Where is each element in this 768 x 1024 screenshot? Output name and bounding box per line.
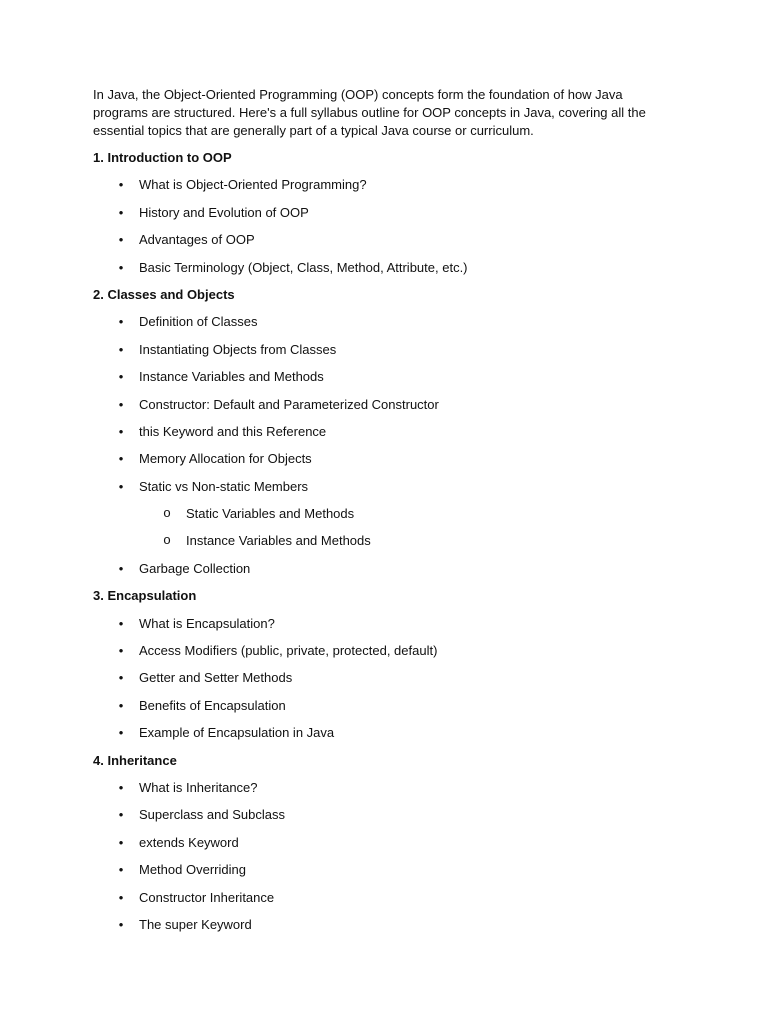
section-heading: 3. Encapsulation — [93, 588, 197, 604]
section-classes-and-objects — [93, 285, 693, 586]
list-item — [93, 422, 693, 449]
sub-bullet-icon: o — [163, 532, 171, 548]
list-item-text: Basic Terminology (Object, Class, Method, Attribute, etc.) — [139, 259, 468, 275]
list-item — [93, 805, 693, 832]
bullet-icon: • — [118, 670, 124, 686]
list-item — [93, 230, 693, 257]
list-item — [93, 696, 693, 723]
section-inheritance — [93, 751, 693, 943]
list-item — [93, 888, 693, 915]
bullet-icon: • — [118, 916, 124, 932]
bullet-icon: • — [118, 779, 124, 795]
section-heading: 4. Inheritance — [93, 752, 177, 768]
bullet-icon: • — [118, 615, 124, 631]
list-item-text: Superclass and Subclass — [139, 807, 285, 823]
sub-list-item-text: Static Variables and Methods — [186, 506, 355, 522]
syllabus-outline — [93, 148, 693, 942]
list-item — [93, 477, 693, 504]
section-list — [93, 175, 693, 285]
bullet-icon: • — [118, 232, 124, 248]
list-item-text: extends Keyword — [139, 834, 239, 850]
section-heading: 2. Classes and Objects — [93, 286, 235, 302]
bullet-icon: • — [118, 889, 124, 905]
bullet-icon: • — [118, 314, 124, 330]
list-item-text: Advantages of OOP — [139, 232, 255, 248]
bullet-icon: • — [118, 341, 124, 357]
sub-list-item — [93, 531, 693, 558]
section-introduction-to-oop — [93, 148, 693, 285]
intro-paragraph: In Java, the Object-Oriented Programming (OOP) concepts form the foundation of how Java programs are structured. Here's a full syllabus outline for OOP concepts in Java, covering all the essential topics that are generally part of a typical Java course or curriculum. — [93, 87, 646, 138]
sub-bullet-icon: o — [163, 505, 171, 521]
bullet-icon: • — [118, 643, 124, 659]
bullet-icon: • — [118, 862, 124, 878]
list-item-text: Instantiating Objects from Classes — [139, 341, 337, 357]
list-item-text: Benefits of Encapsulation — [139, 697, 286, 713]
bullet-icon: • — [118, 259, 124, 275]
list-item-text: What is Inheritance? — [139, 779, 258, 795]
bullet-icon: • — [118, 423, 124, 439]
list-item-text: Method Overriding — [139, 862, 246, 878]
list-item-text: Instance Variables and Methods — [139, 369, 324, 385]
section-heading: 1. Introduction to OOP — [93, 150, 232, 165]
section-list — [93, 778, 693, 942]
bullet-icon: • — [118, 834, 124, 850]
bullet-icon: • — [118, 451, 124, 467]
bullet-icon: • — [118, 204, 124, 220]
list-item-text: Constructor Inheritance — [139, 889, 275, 905]
list-item — [93, 833, 693, 860]
list-item-text: this Keyword and this Reference — [139, 423, 327, 439]
bullet-icon: • — [118, 560, 124, 576]
list-item — [93, 641, 693, 668]
bullet-icon: • — [118, 807, 124, 823]
bullet-icon: • — [118, 697, 124, 713]
section-list — [93, 312, 693, 586]
list-item — [93, 449, 693, 476]
sub-list-item-text: Instance Variables and Methods — [186, 533, 371, 549]
bullet-icon: • — [118, 725, 124, 741]
list-item-text: Access Modifiers (public, private, protected, default) — [139, 643, 438, 659]
bullet-icon: • — [118, 369, 124, 385]
list-item-text: Getter and Setter Methods — [139, 670, 293, 686]
list-item — [93, 723, 693, 750]
list-item — [93, 203, 693, 230]
list-item — [93, 395, 693, 422]
list-item — [93, 778, 693, 805]
sub-list-item — [93, 504, 693, 531]
list-item-text: Garbage Collection — [139, 560, 251, 576]
list-item-text: Constructor: Default and Parameterized Constructor — [139, 396, 439, 412]
list-item — [93, 614, 693, 641]
list-item-text: What is Object-Oriented Programming? — [139, 177, 367, 193]
bullet-icon: • — [118, 396, 124, 412]
list-item — [93, 915, 693, 942]
list-item-text: Definition of Classes — [139, 314, 258, 330]
list-item-text: History and Evolution of OOP — [139, 204, 309, 220]
list-item — [93, 258, 693, 285]
list-item — [93, 860, 693, 887]
list-item — [93, 340, 693, 367]
bullet-icon: • — [118, 177, 124, 193]
list-item — [93, 175, 693, 202]
list-item-text: The super Keyword — [139, 916, 252, 932]
list-item-text: What is Encapsulation? — [139, 615, 275, 631]
list-item — [93, 559, 693, 586]
section-list — [93, 614, 693, 751]
section-encapsulation — [93, 586, 693, 750]
list-item-text: Memory Allocation for Objects — [139, 451, 312, 467]
bullet-icon: • — [118, 478, 124, 494]
list-item-text: Static vs Non-static Members — [139, 478, 309, 494]
list-item — [93, 312, 693, 339]
list-item — [93, 367, 693, 394]
list-item-text: Example of Encapsulation in Java — [139, 725, 335, 741]
list-item — [93, 668, 693, 695]
